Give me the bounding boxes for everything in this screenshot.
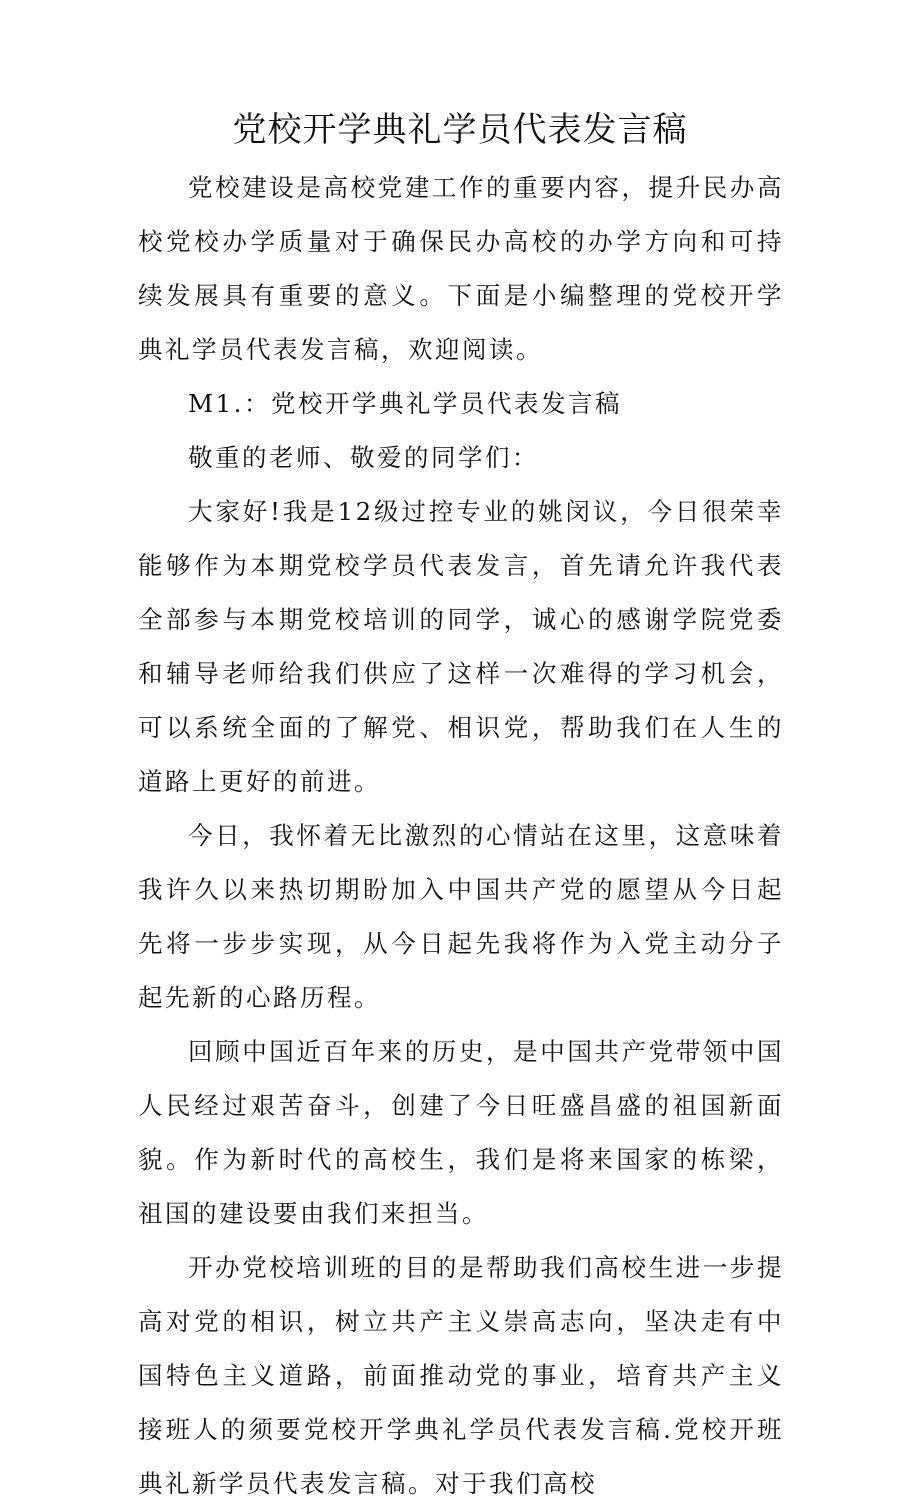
paragraph-history: 回顾中国近百年来的历史，是中国共产党带领中国人民经过艰苦奋斗，创建了今日旺盛昌盛的祖国新面貌。作为新时代的高校生，我们是将来国家的栋梁，祖国的建设要由我们来担当。 xyxy=(138,1037,784,1228)
paragraph-section-heading: M1.：党校开学典礼学员代表发言稿 xyxy=(188,389,622,418)
document-body xyxy=(138,161,784,1511)
paragraph-purpose: 开办党校培训班的目的是帮助我们高校生进一步提高对党的相识，树立共产主义崇高志向，坚决走有中国特色主义道路，前面推动党的事业，培育共产主义接班人的须要党校开学典礼学员代表发言稿.党校开班典礼新学员代表发言稿。对于我们高校 xyxy=(138,1253,784,1498)
paragraph-salutation: 敬重的老师、敬爱的同学们： xyxy=(188,443,539,472)
paragraph-today: 今日，我怀着无比激烈的心情站在这里，这意味着我许久以来热切期盼加入中国共产党的愿望从今日起先将一步步实现，从今日起先我将作为入党主动分子起先新的心路历程。 xyxy=(138,821,784,1012)
document-title: 党校开学典礼学员代表发言稿 xyxy=(232,110,688,150)
paragraph-greeting: 大家好!我是12级过控专业的姚闵议，今日很荣幸能够作为本期党校学员代表发言，首先请允许我代表全部参与本期党校培训的同学，诚心的感谢学院党委和辅导老师给我们供应了这样一次难得的学习机会，可以系统全面的了解党、相识党，帮助我们在人生的道路上更好的前进。 xyxy=(138,497,784,796)
paragraph-intro: 党校建设是高校党建工作的重要内容，提升民办高校党校办学质量对于确保民办高校的办学方向和可持续发展具有重要的意义。下面是小编整理的党校开学典礼学员代表发言稿，欢迎阅读。 xyxy=(138,173,784,364)
